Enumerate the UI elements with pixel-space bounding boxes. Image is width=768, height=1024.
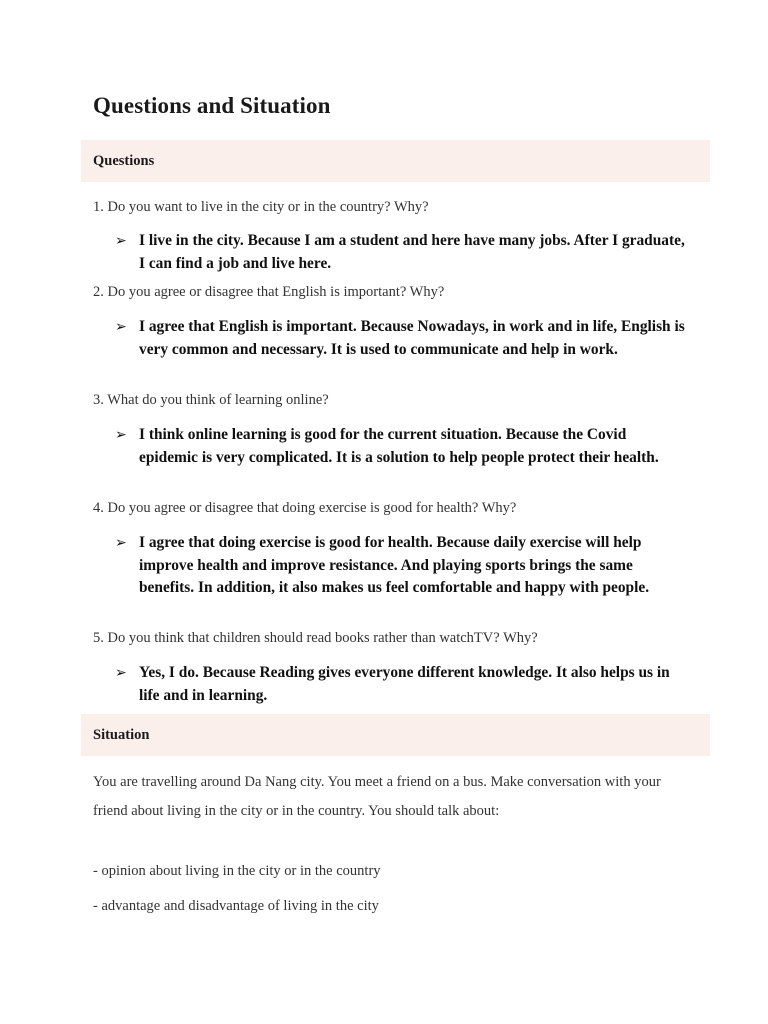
arrow-bullet-icon: ➢ xyxy=(115,665,127,681)
question-3: 3. What do you think of learning online? xyxy=(93,392,329,408)
answer-1 xyxy=(115,230,685,275)
answer-5-text: Yes, I do. Because Reading gives everyone different knowledge. It also helps us in life and in learning. xyxy=(139,664,670,704)
answer-5 xyxy=(115,662,685,707)
arrow-bullet-icon: ➢ xyxy=(115,535,127,551)
question-2: 2. Do you agree or disagree that English is important? Why? xyxy=(93,284,445,300)
situation-intro: You are travelling around Da Nang city. You meet a friend on a bus. Make conversation with your friend about living in the city or in the country. You should talk about: xyxy=(93,774,661,819)
arrow-bullet-icon: ➢ xyxy=(115,427,127,443)
situation-point-1: - opinion about living in the city or in the country xyxy=(93,863,381,879)
answer-3-text: I think online learning is good for the current situation. Because the Covid epidemic is very complicated. It is a solution to help people protect their health. xyxy=(139,426,659,466)
answer-4-text: I agree that doing exercise is good for health. Because daily exercise will help improve health and improve resistance. And playing sports brings the same benefits. In addition, it also makes us feel comfortable and happy with people. xyxy=(139,534,650,596)
situation-point-2: - advantage and disadvantage of living in the city xyxy=(93,898,379,914)
answer-2 xyxy=(115,316,685,361)
arrow-bullet-icon: ➢ xyxy=(115,319,127,335)
question-1: 1. Do you want to live in the city or in the country? Why? xyxy=(93,199,429,215)
answer-1-text: I live in the city. Because I am a student and here have many jobs. After I graduate, I can find a job and live here. xyxy=(139,232,685,272)
page-title: Questions and Situation xyxy=(93,93,331,118)
question-5: 5. Do you think that children should read books rather than watchTV? Why? xyxy=(93,630,538,646)
answer-3 xyxy=(115,424,685,469)
answer-4 xyxy=(115,532,685,600)
arrow-bullet-icon: ➢ xyxy=(115,233,127,249)
answer-2-text: I agree that English is important. Because Nowadays, in work and in life, English is very common and necessary. It is used to communicate and help in work. xyxy=(139,318,685,358)
questions-section-heading: Questions xyxy=(81,140,710,182)
question-4: 4. Do you agree or disagree that doing exercise is good for health? Why? xyxy=(93,500,517,516)
situation-section-heading: Situation xyxy=(81,714,710,756)
